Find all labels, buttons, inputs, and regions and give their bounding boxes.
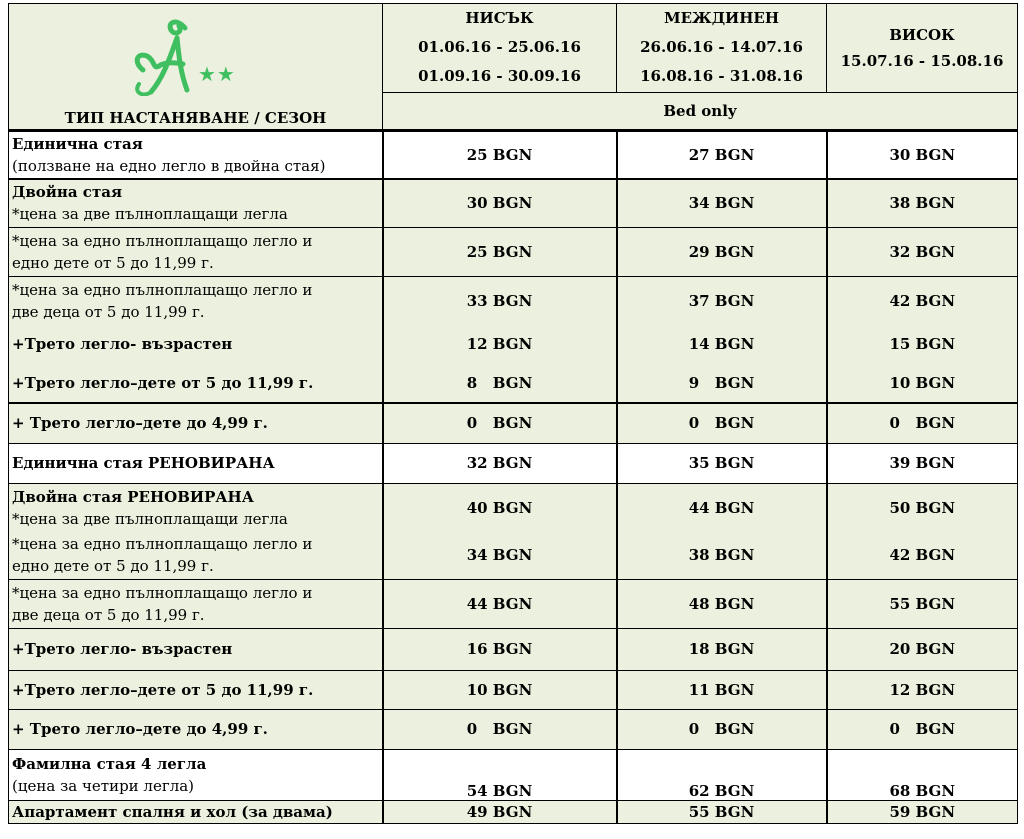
price-rows <box>8 130 1018 824</box>
room-type-note: *цена за две пълноплащащи легла <box>12 509 288 528</box>
header-row-2 <box>9 92 1018 130</box>
season-low <box>383 4 617 93</box>
price-cell: 18 BGN <box>617 628 827 670</box>
type-season-label: ТИП НАСТАНЯВАНЕ / СЕЗОН <box>9 92 383 130</box>
room-type-title: Единична стая <box>12 135 143 153</box>
header-row <box>9 4 1018 93</box>
season-low-dates-1: 01.06.16 - 25.06.16 <box>418 38 581 57</box>
season-low-name: НИСЪК <box>465 9 534 28</box>
price-cell: 25 BGN <box>383 227 617 276</box>
table-row <box>9 628 1018 670</box>
price-cell: 15 BGN <box>827 325 1018 363</box>
room-type-cell <box>9 363 383 403</box>
price-cell: 25 BGN <box>383 131 617 179</box>
price-cell: 33 BGN <box>383 276 617 325</box>
table-row <box>9 227 1018 276</box>
room-type-title: *цена за едно пълноплащащо легло и <box>12 231 313 250</box>
price-cell: 11 BGN <box>617 670 827 709</box>
room-type-note: *цена за две пълноплащащи легла <box>12 205 288 224</box>
price-cell: 59 BGN <box>827 800 1018 823</box>
room-type-title: *цена за едно пълноплащащо легло и <box>12 583 313 602</box>
price-cell: 55 BGN <box>827 579 1018 628</box>
price-cell: 54 BGN <box>383 749 617 800</box>
room-type-title: +Трето легло- възрастен <box>12 335 233 353</box>
room-type-cell <box>9 670 383 709</box>
price-cell: 42 BGN <box>827 276 1018 325</box>
price-cell: 0 BGN <box>383 709 617 749</box>
room-type-cell <box>9 325 383 363</box>
price-cell: 8 BGN <box>383 363 617 403</box>
room-type-title: Двойна стая <box>12 183 123 202</box>
price-cell: 40 BGN <box>383 483 617 532</box>
season-mid-name: МЕЖДИНЕН <box>663 9 779 28</box>
season-mid-dates-1: 26.06.16 - 14.07.16 <box>640 38 803 57</box>
price-cell: 10 BGN <box>827 363 1018 403</box>
room-type-cell <box>9 443 383 483</box>
table-row <box>9 179 1018 227</box>
price-cell: 14 BGN <box>617 325 827 363</box>
season-high-name: ВИСОК <box>889 25 955 44</box>
price-cell: 48 BGN <box>617 579 827 628</box>
season-mid <box>617 4 827 93</box>
table-row <box>9 532 1018 579</box>
room-type-cell <box>9 483 383 532</box>
price-cell: 12 BGN <box>383 325 617 363</box>
table-row <box>9 749 1018 800</box>
price-cell: 0 BGN <box>827 709 1018 749</box>
room-type-cell <box>9 579 383 628</box>
room-type-title: *цена за едно пълноплащащо легло и <box>12 535 313 554</box>
room-type-note: (ползване на едно легло в двойна стая) <box>12 157 326 175</box>
room-type-title: *цена за едно пълноплащащо легло и <box>12 280 313 299</box>
price-cell: 37 BGN <box>617 276 827 325</box>
price-cell: 9 BGN <box>617 363 827 403</box>
price-cell: 20 BGN <box>827 628 1018 670</box>
price-cell: 0 BGN <box>827 403 1018 443</box>
room-type-title: Единична стая РЕНОВИРАНА <box>12 454 275 472</box>
table-row <box>9 325 1018 363</box>
room-type-note: едно дете от 5 до 11,99 г. <box>12 557 214 576</box>
room-type-cell <box>9 179 383 227</box>
room-type-cell <box>9 749 383 800</box>
room-type-title: +Трето легло–дете от 5 до 11,99 г. <box>12 373 314 392</box>
price-cell: 35 BGN <box>617 443 827 483</box>
price-cell: 38 BGN <box>617 532 827 579</box>
price-cell: 12 BGN <box>827 670 1018 709</box>
price-cell: 27 BGN <box>617 131 827 179</box>
room-type-title: + Трето легло–дете до 4,99 г. <box>12 414 268 433</box>
board-type: Bed only <box>383 92 1018 130</box>
price-cell: 44 BGN <box>617 483 827 532</box>
room-type-title: +Трето легло–дете от 5 до 11,99 г. <box>12 680 314 699</box>
table-row <box>9 670 1018 709</box>
price-cell: 39 BGN <box>827 443 1018 483</box>
room-type-title: Двойна стая РЕНОВИРАНА <box>12 487 254 506</box>
table-row <box>9 579 1018 628</box>
season-low-dates-2: 01.09.16 - 30.09.16 <box>418 67 581 86</box>
hotel-logo-icon <box>129 14 199 96</box>
table-row <box>9 443 1018 483</box>
season-high <box>827 4 1018 93</box>
table-row <box>9 709 1018 749</box>
logo-cell <box>9 4 383 93</box>
room-type-cell <box>9 276 383 325</box>
price-cell: 62 BGN <box>617 749 827 800</box>
room-type-note: две деца от 5 до 11,99 г. <box>12 302 205 321</box>
price-cell: 29 BGN <box>617 227 827 276</box>
room-type-note: едно дете от 5 до 11,99 г. <box>12 253 214 272</box>
room-type-title: Фамилна стая 4 легла <box>12 754 207 773</box>
room-type-cell <box>9 628 383 670</box>
price-cell: 50 BGN <box>827 483 1018 532</box>
price-cell: 44 BGN <box>383 579 617 628</box>
table-row <box>9 800 1018 823</box>
table-row <box>9 483 1018 532</box>
room-type-cell <box>9 709 383 749</box>
price-cell: 34 BGN <box>383 532 617 579</box>
price-cell: 55 BGN <box>617 800 827 823</box>
table-row <box>9 131 1018 179</box>
price-cell: 0 BGN <box>617 403 827 443</box>
price-table <box>8 3 1018 130</box>
price-cell: 16 BGN <box>383 628 617 670</box>
room-type-cell <box>9 800 383 823</box>
rating-stars: ★★ <box>198 62 236 86</box>
price-cell: 0 BGN <box>617 709 827 749</box>
price-cell: 49 BGN <box>383 800 617 823</box>
room-type-cell <box>9 227 383 276</box>
table-row <box>9 403 1018 443</box>
price-cell: 0 BGN <box>383 403 617 443</box>
price-cell: 30 BGN <box>383 179 617 227</box>
room-type-note: (цена за четири легла) <box>12 776 195 795</box>
price-cell: 38 BGN <box>827 179 1018 227</box>
price-cell: 30 BGN <box>827 131 1018 179</box>
table-row <box>9 276 1018 325</box>
room-type-cell <box>9 532 383 579</box>
room-type-note: две деца от 5 до 11,99 г. <box>12 605 205 624</box>
price-cell: 34 BGN <box>617 179 827 227</box>
price-cell: 42 BGN <box>827 532 1018 579</box>
room-type-title: + Трето легло–дете до 4,99 г. <box>12 720 268 738</box>
price-cell: 32 BGN <box>383 443 617 483</box>
price-table-container <box>8 3 1017 824</box>
price-cell: 10 BGN <box>383 670 617 709</box>
season-mid-dates-2: 16.08.16 - 31.08.16 <box>640 67 803 86</box>
price-cell: 68 BGN <box>827 749 1018 800</box>
room-type-title: Апартамент спалня и хол (за двама) <box>12 802 333 821</box>
season-high-dates: 15.07.16 - 15.08.16 <box>840 51 1004 70</box>
room-type-cell <box>9 403 383 443</box>
room-type-title: +Трето легло- възрастен <box>12 640 233 658</box>
room-type-cell <box>9 131 383 179</box>
price-cell: 32 BGN <box>827 227 1018 276</box>
table-row <box>9 363 1018 403</box>
